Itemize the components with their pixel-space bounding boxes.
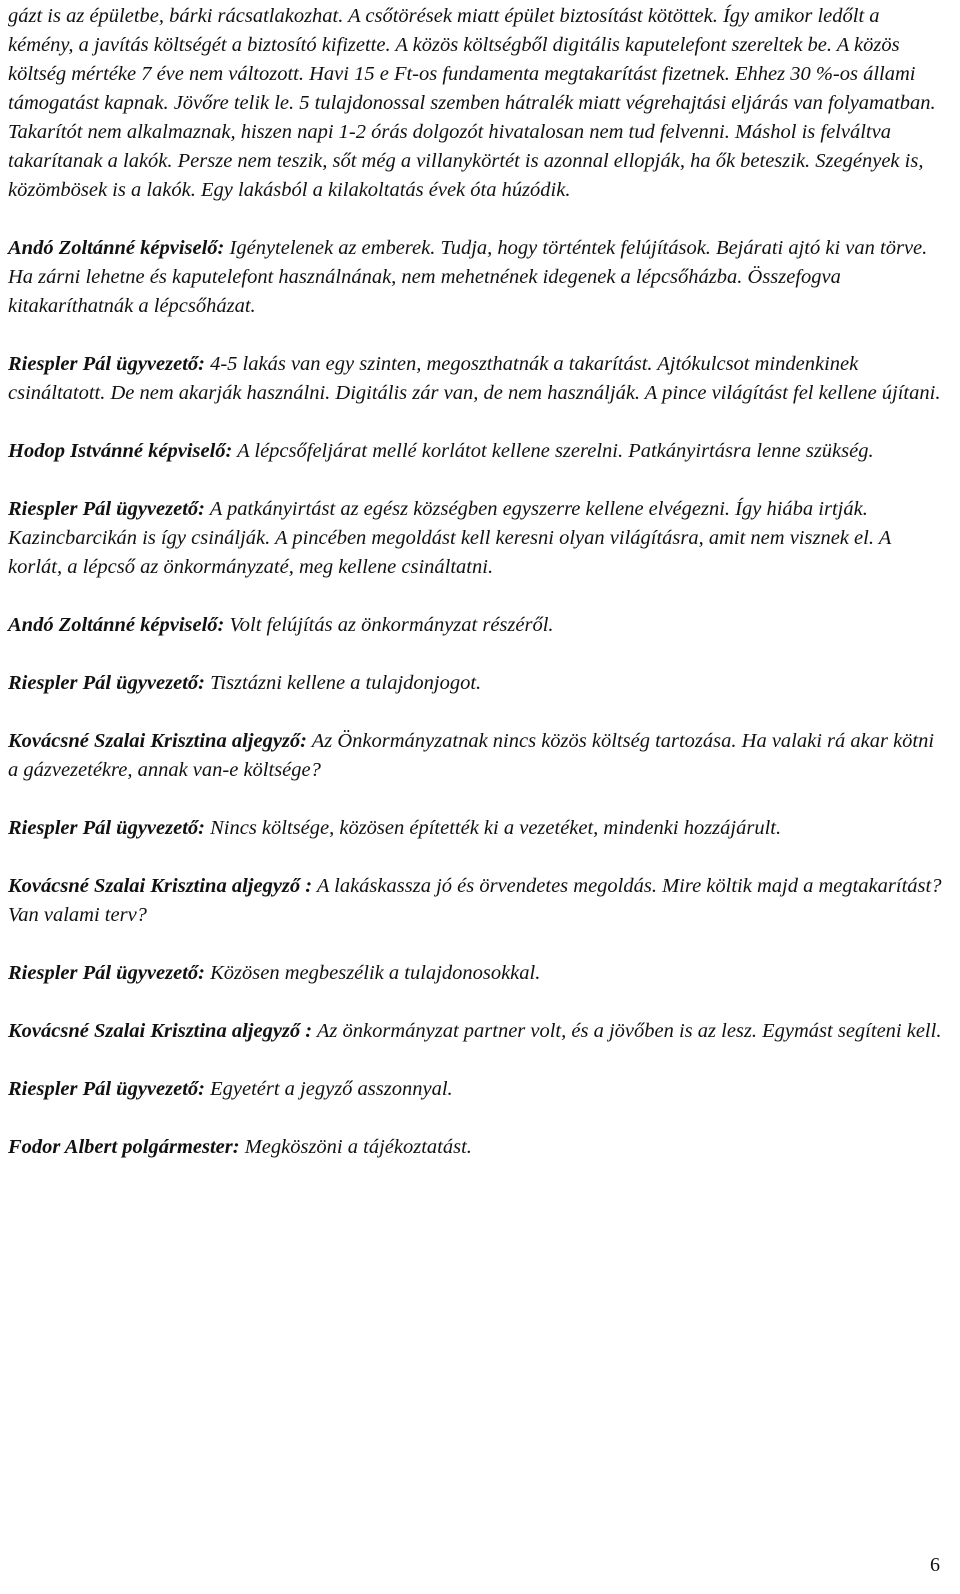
statement-text: Közösen megbeszélik a tulajdonosokkal.: [204, 962, 541, 984]
intro-paragraph: gázt is az épületbe, bárki rácsatlakozhat. A csőtörések miatt épület biztosítást kötöttek. Így amikor ledőlt a kémény, a javítás költségét a biztosító kifizette. A közös költségből digitális kaputelefont szereltek be. A közös költség mértéke 7 éve nem változott. Havi 15 e Ft-os fundamenta megtakarítást fizetnek. Ehhez 30 %-os állami támogatást kapnak. Jövőre telik le. 5 tulajdonossal szemben hátralék miatt végrehajtási eljárás van folyamatban. Takarítót nem alkalmaznak, hiszen napi 1-2 órás dolgozót hivatalosan nem tud felvenni. Máshol is felváltva takarítanak a lakók. Persze nem teszik, sőt még a villanykörtét is azonnal ellopják, ha ők beteszik. Szegények is, közömbösek is a lakók. Egy lakásból a kilakoltatás évek óta húzódik.: [8, 5, 936, 201]
statement-text: Nincs költsége, közösen építették ki a vezetéket, mindenki hozzájárult.: [204, 817, 782, 839]
statement-text: Egyetért a jegyző asszonnyal.: [204, 1078, 453, 1100]
statement-text: A patkányirtást az egész községben egyszerre kellene elvégezni. Így hiába irtják. Kazincbarcikán is így csinálják. A pincében megoldást kell keresni olyan világításra, amit nem visznek el. A korlát, a lépcső az önkormányzaté, meg kellene csináltatni.: [8, 498, 891, 578]
speaker-name: Riespler Pál ügyvezető:: [8, 1078, 205, 1100]
speaker-name: Hodop Istvánné képviselő:: [8, 440, 233, 462]
statement-fodor-1: [8, 1133, 948, 1162]
statement-text: Igénytelenek az emberek. Tudja, hogy történtek felújítások. Bejárati ajtó ki van törve. Ha zárni lehetne és kaputelefont használnának, nem mehetnének idegenek a lépcsőházba. Összefogva kitakaríthatnák a lépcsőházat.: [8, 237, 928, 317]
statement-ando-2: [8, 611, 948, 640]
speaker-name: Riespler Pál ügyvezető:: [8, 817, 205, 839]
statement-riespler-5: [8, 959, 948, 988]
statement-text: A lakáskassza jó és örvendetes megoldás. Mire költik majd a megtakarítást? Van valami terv?: [8, 875, 942, 926]
statement-kovacsne-1: [8, 727, 948, 785]
speaker-name: Riespler Pál ügyvezető:: [8, 962, 205, 984]
speaker-name: Kovácsné Szalai Krisztina aljegyző :: [8, 1020, 313, 1042]
speaker-name: Riespler Pál ügyvezető:: [8, 672, 205, 694]
statement-text: Az Önkormányzatnak nincs közös költség tartozása. Ha valaki rá akar kötni a gázvezetékre, annak van-e költsége?: [8, 730, 935, 781]
statement-text: Az önkormányzat partner volt, és a jövőben is az lesz. Egymást segíteni kell.: [312, 1020, 942, 1042]
statement-kovacsne-2: [8, 872, 948, 930]
statement-text: Megköszöni a tájékoztatást.: [239, 1136, 472, 1158]
statement-text: A lépcsőfeljárat mellé korlátot kellene szerelni. Patkányirtásra lenne szükség.: [232, 440, 874, 462]
statement-text: Volt felújítás az önkormányzat részéről.: [224, 614, 554, 636]
statement-hodop-1: [8, 437, 948, 466]
speaker-name: Riespler Pál ügyvezető:: [8, 498, 205, 520]
statement-riespler-3: [8, 669, 948, 698]
statement-text: 4-5 lakás van egy szinten, megoszthatnák a takarítást. Ajtókulcsot mindenkinek csináltatott. De nem akarják használni. Digitális zár van, de nem használják. A pince világítást fel kellene újítani.: [8, 353, 941, 404]
speaker-name: Andó Zoltánné képviselő:: [8, 614, 225, 636]
page-number: 6: [930, 1554, 940, 1576]
speaker-name: Andó Zoltánné képviselő:: [8, 237, 225, 259]
statement-riespler-2: [8, 495, 948, 582]
statement-riespler-4: [8, 814, 948, 843]
statement-ando-1: [8, 234, 948, 321]
speaker-name: Kovácsné Szalai Krisztina aljegyző :: [8, 875, 313, 897]
statement-kovacsne-3: [8, 1017, 948, 1046]
statement-text: Tisztázni kellene a tulajdonjogot.: [204, 672, 482, 694]
statement-riespler-6: [8, 1075, 948, 1104]
speaker-name: Kovácsné Szalai Krisztina aljegyző:: [8, 730, 307, 752]
speaker-name: Fodor Albert polgármester:: [8, 1136, 240, 1158]
document-page: [8, 0, 948, 1162]
statement-riespler-1: [8, 350, 948, 408]
speaker-name: Riespler Pál ügyvezető:: [8, 353, 205, 375]
